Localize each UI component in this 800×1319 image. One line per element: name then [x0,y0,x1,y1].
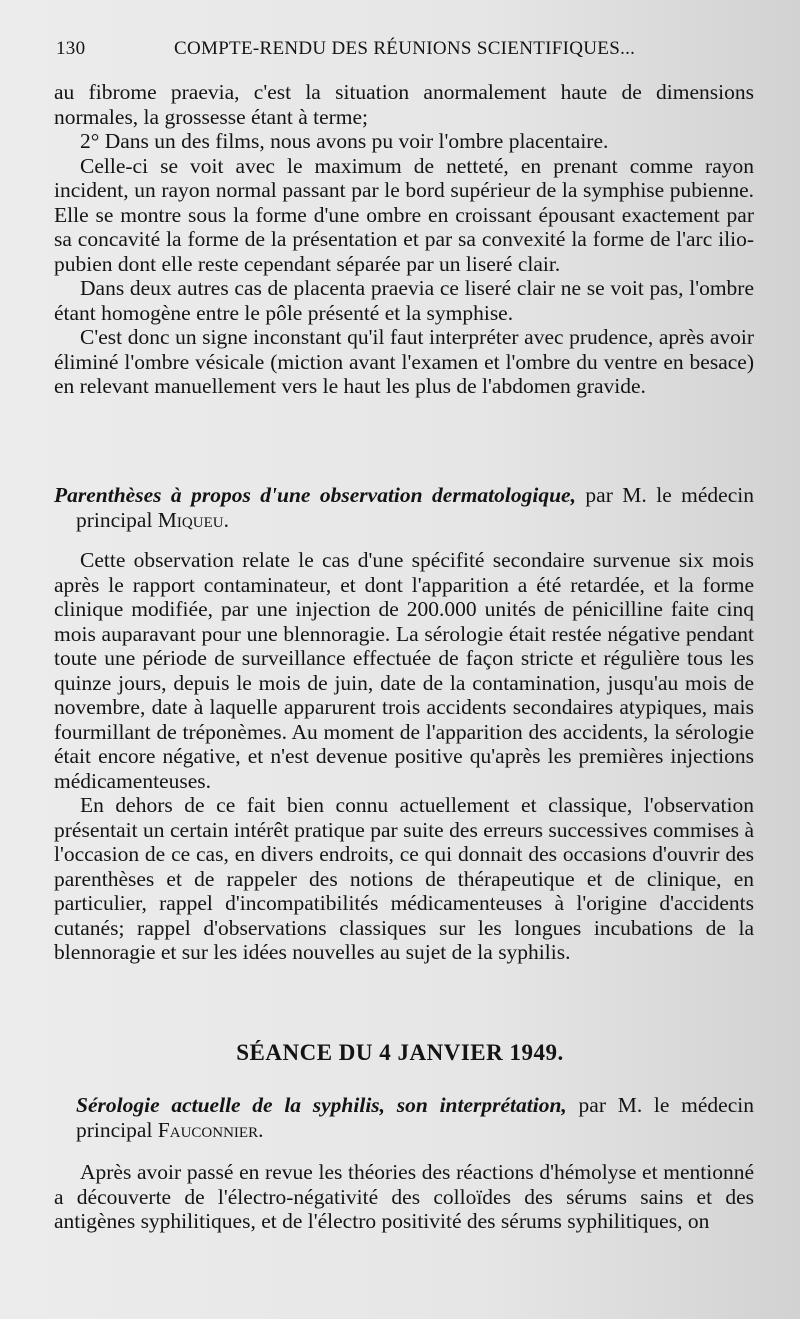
paragraph: Cette observation relate le cas d'une spécifité secondaire survenue six mois après le rapport contaminateur, et dont l'apparition a été retardée, et la forme clinique modifiée, par une injection de 200.000 unités de pénicilline faite cinq mois auparavant pour une blennoragie. La sérologie était restée négative pendant toute une période de surveillance effectuée de façon stricte et régulière tous les quinze jours, depuis le mois de juin, date de la contamination, jusqu'au mois de novembre, date à laquelle apparurent trois accidents secondaires atypiques, mais fourmillant de tréponèmes. Au moment de l'apparition des accidents, la sérologie était encore négative, et n'est devenue positive qu'après les premières injections médicamenteuses. [54,548,754,793]
session-title: SÉANCE DU 4 JANVIER 1949. [236,1040,564,1065]
communication-title: Sérologie actuelle de la syphilis, son interprétation, [76,1093,567,1117]
paragraph: Après avoir passé en revue les théories des réactions d'hémolyse et mentionné a découverte de l'électro-négativité des colloïdes des sérums sains et des antigènes syphilitiques, et de l'électro positivité des sérums syphilitiques, on [54,1160,754,1233]
communication-heading [54,1093,754,1142]
paragraph: Dans deux autres cas de placenta praevia ce liseré clair ne se voit pas, l'ombre étant homogène entre le pôle présenté et la symphise. [54,276,754,325]
communication-heading [54,483,754,532]
paragraph: C'est donc un signe inconstant qu'il faut interpréter avec prudence, après avoir éliminé l'ombre vésicale (miction avant l'examen et l'ombre du ventre en besace) en relevant manuellement vers le haut les plus de l'abdomen gravide. [54,325,754,398]
section-observation-text [54,548,754,965]
running-title: COMPTE-RENDU DES RÉUNIONS SCIENTIFIQUES... [174,38,636,59]
section-serology-text [54,1160,754,1234]
communication-author: Miqueu. [157,507,229,532]
communication-title: Parenthèses à propos d'une observation dermatologique, [54,483,576,507]
paragraph: 2° Dans un des films, nous avons pu voir l'ombre placentaire. [80,129,609,153]
communication-byline: par M. le médecin principal [76,483,754,532]
page-number: 130 [56,38,86,59]
paragraph: au fibrome praevia, c'est la situation anormalement haute de dimensions normales, la grossesse étant à terme; [54,80,754,129]
section-placenta-text [54,80,754,399]
communication-byline: par M. le médecin principal [76,1093,754,1142]
paragraph: Celle-ci se voit avec le maximum de netteté, en prenant comme rayon incident, un rayon normal passant par le bord supérieur de la symphise pubienne. Elle se montre sous la forme d'une ombre en croissant épousant exactement par sa concavité la forme de la présentation et par sa convexité la forme de l'arc ilio-pubien dont elle reste cependant séparée par un liseré clair. [54,153,754,276]
paragraph: En dehors de ce fait bien connu actuellement et classique, l'observation présentait un certain intérêt pratique par suite des erreurs successives commises à l'occasion de ce cas, en divers endroits, ce qui donnait des occasions d'ouvrir des parenthèses et de rappeler des notions de thérapeutique et de clinique, en particulier, rappel d'incompatibilités médicamenteuses à l'origine d'accidents cutanés; rappel d'observations classiques sur les longues incubations de la blennoragie et sur les idées nouvelles au sujet de la syphilis. [54,793,754,964]
communication-author: Fauconnier. [157,1117,264,1142]
